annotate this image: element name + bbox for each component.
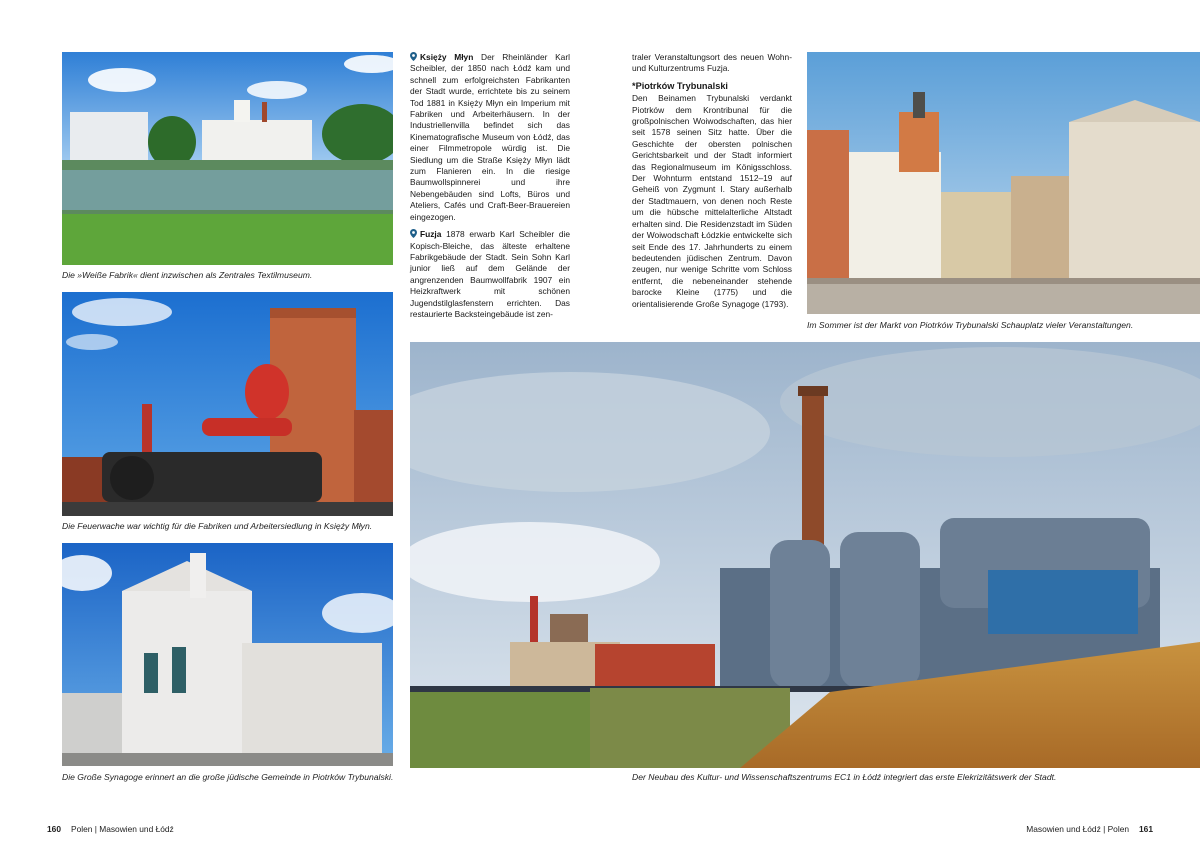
page-number-right: 161 (1139, 824, 1153, 834)
caption-feuerwache: Die Feuerwache war wichtig für die Fabriken und Arbeitersiedlung in Księży Młyn. (62, 521, 373, 531)
caption-ec1: Der Neubau des Kultur- und Wissenschaftszentrums EC1 in Łódź integriert das erste Elekrizitätswerk der Stadt. (632, 772, 1057, 782)
photo-synagoge (62, 543, 393, 766)
ksiezy-mlyn-text: Der Rheinländer Karl Scheibler, der 1850 nach Łódź kam und schnell zum erfolgreichsten Fabrikanten der Stadt wurde, errichtete bis zu seinem Tod 1881 in Księży Młyn ein Imperium mit Fabriken und Arbeiterhäusern. In der Industriellenvilla befindet sich das Kinematografische Museum von Łódź, das einer Filmmetropole würdig ist. Die Siedlung um die Straße Księży Młyn lädt zum Flanieren ein. In die riesige Baumwollspinnerei und ihre Nebengebäuden sind Lofts, Büros und Ateliers, Cafés und Craft-Beer-Brauereien eingezogen. (410, 52, 570, 222)
fuzja-lead: Fuzja (420, 229, 442, 240)
running-head-left: Polen | Masowien und Łódź (70, 824, 174, 834)
caption-synagoge: Die Große Synagoge erinnert an die große jüdische Gemeinde in Piotrków Trybunalski. (62, 772, 394, 782)
footer-left (37, 824, 174, 834)
photo-ec1 (410, 342, 1200, 768)
photo-feuerwache (62, 292, 393, 516)
photo-piotrkow-markt (807, 52, 1200, 314)
heading-piotrkow: *Piotrków Trybunalski (632, 80, 728, 91)
piotrkow-text: Den Beinamen Trybunalski verdankt Piotrków dem Krontribunal für die großpolnischen Woiwodschaften, das hier seit 1578 seinen Sitz hatte. Über die Geschichte der obersten polnischen Gerichtsbarkeit und der Stadt informiert das Regionalmuseum im Königsschloss. Der Wohnturm entstand 1512–19 auf Geheiß von Zygmunt I. Stary außerhalb der Stadtmauern, von denen noch Reste um die hübsche mittelalterliche Altstadt erhalten sind. Die Residenzstadt im Süden der Woiwodschaft Łódzkie entwickelte sich seit Ende des 17. Jahrhunderts zu einem bedeutenden jüdischen Zentrum. Davon zeugen, nur wenige Schritte vom Schloss entfernt, die nebeneinander stehende barocke Kleine (1775) und die orientalisierende Große Synagoge (1793). (632, 93, 792, 309)
fuzja-text: 1878 erwarb Karl Scheibler die Kopisch-Bleiche, das älteste erhaltene Fabrikgebäude der Stadt. Sein Sohn Karl junior ließ auf dem Gelände der angrenzenden Baumwollfabrik 1907 ein Heizkraftwerk mit schönen Jugendstilglasfenstern errichten. Das restaurierte Backsteingebäude ist zen- (410, 229, 570, 319)
paragraph-fuzja (410, 229, 570, 320)
location-pin-icon (410, 52, 417, 61)
ksiezy-mlyn-lead: Księży Młyn (420, 52, 474, 62)
paragraph-piotrkow (632, 81, 792, 310)
caption-piotrkow-markt: Im Sommer ist der Markt von Piotrków Trybunalski Schauplatz vieler Veranstaltungen. (807, 320, 1134, 330)
location-pin-icon (410, 229, 417, 238)
paragraph-ksiezy-mlyn (410, 52, 570, 223)
text-column-1 (410, 52, 570, 326)
page-number-left: 160 (47, 824, 61, 834)
caption-weisse-fabrik: Die »Weiße Fabrik« dient inzwischen als Zentrales Textilmuseum. (62, 270, 313, 280)
footer-right (1026, 824, 1163, 834)
photo-weisse-fabrik (62, 52, 393, 265)
paragraph-fuzja-continued: traler Veranstaltungsort des neuen Wohn- und Kulturzentrums Fuzja. (632, 52, 792, 74)
text-column-2 (632, 52, 792, 316)
running-head-right: Masowien und Łódź | Polen (1026, 824, 1130, 834)
